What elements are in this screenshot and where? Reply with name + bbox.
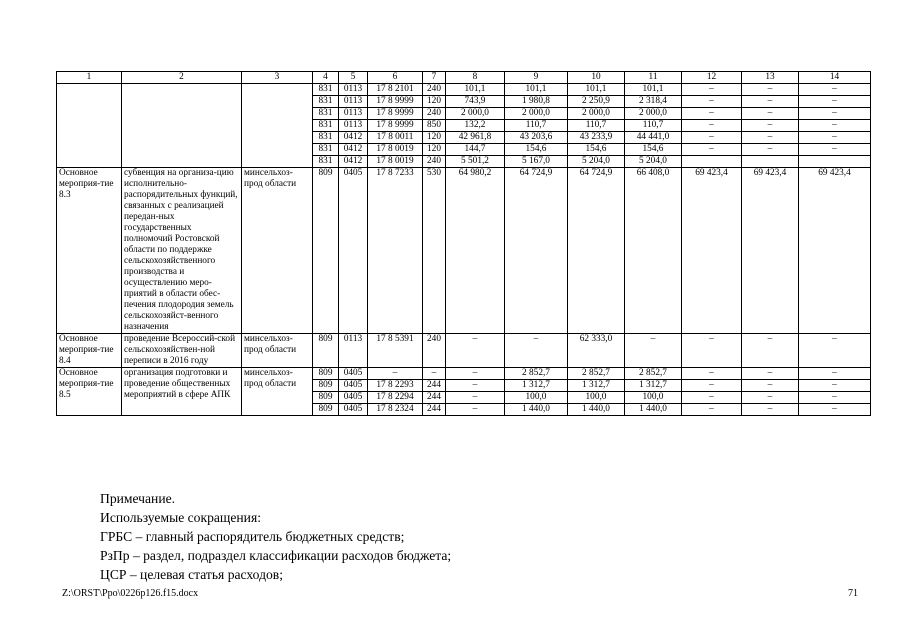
- value-cell: –: [799, 84, 871, 96]
- value-cell: 0405: [339, 380, 368, 392]
- value-cell: 0405: [339, 392, 368, 404]
- value-cell: –: [799, 120, 871, 132]
- value-cell: –: [368, 368, 423, 380]
- value-cell: 2 852,7: [625, 368, 682, 380]
- value-cell: –: [682, 404, 742, 416]
- value-cell: –: [446, 334, 505, 368]
- value-cell: 831: [313, 120, 339, 132]
- budget-table: [56, 71, 871, 416]
- value-cell: 101,1: [568, 84, 625, 96]
- value-cell: 850: [423, 120, 446, 132]
- table-row: [57, 334, 871, 368]
- value-cell: 240: [423, 108, 446, 120]
- value-cell: 17 8 2293: [368, 380, 423, 392]
- page-number: 71: [848, 588, 858, 599]
- value-cell: 17 8 0019: [368, 144, 423, 156]
- value-cell: 0113: [339, 96, 368, 108]
- value-cell: –: [625, 334, 682, 368]
- value-cell: 5 501,2: [446, 156, 505, 168]
- value-cell: 101,1: [446, 84, 505, 96]
- value-cell: –: [742, 380, 799, 392]
- value-cell: –: [742, 84, 799, 96]
- value-cell: 1 312,7: [625, 380, 682, 392]
- value-cell: [799, 156, 871, 168]
- grbs-cell-empty: [242, 84, 313, 168]
- value-cell: –: [799, 96, 871, 108]
- value-cell: 100,0: [625, 392, 682, 404]
- value-cell: 5 204,0: [625, 156, 682, 168]
- note-rzpr: РзПр – раздел, подраздел классификации расходов бюджета;: [100, 548, 452, 563]
- value-cell: 0405: [339, 168, 368, 334]
- value-cell: 831: [313, 132, 339, 144]
- value-cell: 66 408,0: [625, 168, 682, 334]
- measure-label: Основное мероприя-тие 8.5: [57, 368, 122, 416]
- note-grbs: ГРБС – главный распорядитель бюджетных средств;: [100, 529, 405, 544]
- value-cell: 17 8 0019: [368, 156, 423, 168]
- value-cell: [682, 156, 742, 168]
- value-cell: –: [682, 120, 742, 132]
- value-cell: 64 724,9: [505, 168, 568, 334]
- grbs-cell: минсельхоз-прод области: [242, 168, 313, 334]
- value-cell: 154,6: [505, 144, 568, 156]
- value-cell: –: [423, 368, 446, 380]
- value-cell: 101,1: [625, 84, 682, 96]
- column-header: 11: [625, 72, 682, 84]
- value-cell: 0412: [339, 156, 368, 168]
- value-cell: 809: [313, 392, 339, 404]
- value-cell: –: [682, 96, 742, 108]
- value-cell: –: [682, 334, 742, 368]
- value-cell: 120: [423, 144, 446, 156]
- value-cell: –: [799, 132, 871, 144]
- value-cell: 110,7: [505, 120, 568, 132]
- measure-cell-empty: [57, 84, 122, 168]
- value-cell: –: [742, 404, 799, 416]
- measure-description: субвенция на организа-цию исполнительно-распорядительных функций, связанных с реализацией передан-ных государственных полномочий Ростовской области по поддержке сельскохозяйственного производства и осуществлению меро-приятий в области обес-печения плодородия земель сельскохозяйст-венного назначения: [122, 168, 242, 334]
- value-cell: 2 000,0: [625, 108, 682, 120]
- value-cell: 2 000,0: [568, 108, 625, 120]
- value-cell: 809: [313, 380, 339, 392]
- value-cell: 244: [423, 404, 446, 416]
- value-cell: 120: [423, 96, 446, 108]
- value-cell: –: [682, 144, 742, 156]
- column-header: 8: [446, 72, 505, 84]
- measure-description: организация подготовки и проведение общественных мероприятий в сфере АПК: [122, 368, 242, 416]
- value-cell: –: [446, 380, 505, 392]
- description-cell-empty: [122, 84, 242, 168]
- value-cell: 2 000,0: [505, 108, 568, 120]
- value-cell: –: [682, 380, 742, 392]
- value-cell: 1 440,0: [568, 404, 625, 416]
- value-cell: 154,6: [625, 144, 682, 156]
- value-cell: 43 203,6: [505, 132, 568, 144]
- column-header: 1: [57, 72, 122, 84]
- value-cell: 1 980,8: [505, 96, 568, 108]
- value-cell: –: [799, 392, 871, 404]
- value-cell: –: [799, 380, 871, 392]
- value-cell: 101,1: [505, 84, 568, 96]
- value-cell: –: [742, 368, 799, 380]
- column-header: 5: [339, 72, 368, 84]
- column-header: 10: [568, 72, 625, 84]
- value-cell: 17 8 9999: [368, 96, 423, 108]
- value-cell: 0412: [339, 144, 368, 156]
- value-cell: 154,6: [568, 144, 625, 156]
- grbs-cell: минсельхоз-прод области: [242, 368, 313, 416]
- value-cell: 17 8 2324: [368, 404, 423, 416]
- value-cell: –: [682, 84, 742, 96]
- value-cell: [742, 156, 799, 168]
- value-cell: –: [742, 144, 799, 156]
- value-cell: 44 441,0: [625, 132, 682, 144]
- value-cell: 17 8 5391: [368, 334, 423, 368]
- value-cell: 809: [313, 168, 339, 334]
- value-cell: –: [742, 108, 799, 120]
- footer-file-path: Z:\ORST\Ppo\0226p126.f15.docx: [62, 588, 199, 599]
- value-cell: –: [682, 392, 742, 404]
- value-cell: 0113: [339, 120, 368, 132]
- value-cell: –: [446, 392, 505, 404]
- table-header-row: [57, 72, 871, 84]
- note-csr: ЦСР – целевая статья расходов;: [100, 567, 283, 582]
- value-cell: –: [799, 334, 871, 368]
- value-cell: 831: [313, 156, 339, 168]
- value-cell: 110,7: [625, 120, 682, 132]
- value-cell: 43 233,9: [568, 132, 625, 144]
- value-cell: 0113: [339, 108, 368, 120]
- value-cell: 244: [423, 380, 446, 392]
- column-header: 4: [313, 72, 339, 84]
- value-cell: 5 204,0: [568, 156, 625, 168]
- value-cell: 120: [423, 132, 446, 144]
- value-cell: 17 8 2294: [368, 392, 423, 404]
- value-cell: 1 312,7: [505, 380, 568, 392]
- measure-description: проведение Всероссий-ской сельскохозяйствен-ной переписи в 2016 году: [122, 334, 242, 368]
- value-cell: 17 8 9999: [368, 108, 423, 120]
- value-cell: 530: [423, 168, 446, 334]
- value-cell: –: [742, 96, 799, 108]
- value-cell: 1 440,0: [505, 404, 568, 416]
- value-cell: –: [742, 334, 799, 368]
- measure-label: Основное мероприя-тие 8.3: [57, 168, 122, 334]
- value-cell: 2 852,7: [568, 368, 625, 380]
- column-header: 12: [682, 72, 742, 84]
- value-cell: 0412: [339, 132, 368, 144]
- value-cell: 110,7: [568, 120, 625, 132]
- value-cell: 831: [313, 96, 339, 108]
- value-cell: 2 000,0: [446, 108, 505, 120]
- value-cell: 42 961,8: [446, 132, 505, 144]
- value-cell: 64 724,9: [568, 168, 625, 334]
- value-cell: 240: [423, 84, 446, 96]
- value-cell: 64 980,2: [446, 168, 505, 334]
- value-cell: 2 250,9: [568, 96, 625, 108]
- value-cell: 0405: [339, 368, 368, 380]
- value-cell: 17 8 2101: [368, 84, 423, 96]
- column-header: 7: [423, 72, 446, 84]
- column-header: 14: [799, 72, 871, 84]
- value-cell: 1 440,0: [625, 404, 682, 416]
- value-cell: 0113: [339, 334, 368, 368]
- value-cell: –: [682, 108, 742, 120]
- value-cell: 809: [313, 404, 339, 416]
- value-cell: –: [446, 404, 505, 416]
- value-cell: 2 852,7: [505, 368, 568, 380]
- value-cell: –: [799, 144, 871, 156]
- table-body: [57, 72, 871, 416]
- value-cell: –: [682, 132, 742, 144]
- value-cell: 1 312,7: [568, 380, 625, 392]
- value-cell: 2 318,4: [625, 96, 682, 108]
- table-row: [57, 368, 871, 380]
- value-cell: 132,2: [446, 120, 505, 132]
- table-row: [57, 168, 871, 334]
- column-header: 2: [122, 72, 242, 84]
- value-cell: –: [799, 404, 871, 416]
- column-header: 13: [742, 72, 799, 84]
- value-cell: 17 8 7233: [368, 168, 423, 334]
- value-cell: 100,0: [568, 392, 625, 404]
- value-cell: 240: [423, 334, 446, 368]
- value-cell: 240: [423, 156, 446, 168]
- value-cell: 0113: [339, 84, 368, 96]
- note-abbrev-heading: Используемые сокращения:: [100, 510, 261, 525]
- value-cell: 69 423,4: [742, 168, 799, 334]
- value-cell: –: [799, 368, 871, 380]
- value-cell: 743,9: [446, 96, 505, 108]
- value-cell: 62 333,0: [568, 334, 625, 368]
- value-cell: –: [799, 108, 871, 120]
- value-cell: –: [742, 132, 799, 144]
- value-cell: 17 8 9999: [368, 120, 423, 132]
- table-row: [57, 84, 871, 96]
- value-cell: –: [682, 368, 742, 380]
- value-cell: –: [446, 368, 505, 380]
- value-cell: 831: [313, 84, 339, 96]
- column-header: 3: [242, 72, 313, 84]
- value-cell: 69 423,4: [682, 168, 742, 334]
- measure-label: Основное мероприя-тие 8.4: [57, 334, 122, 368]
- value-cell: 0405: [339, 404, 368, 416]
- value-cell: 17 8 0011: [368, 132, 423, 144]
- value-cell: 144,7: [446, 144, 505, 156]
- value-cell: 831: [313, 108, 339, 120]
- column-header: 9: [505, 72, 568, 84]
- value-cell: –: [742, 392, 799, 404]
- value-cell: 100,0: [505, 392, 568, 404]
- notes-block: [100, 489, 451, 584]
- value-cell: 809: [313, 368, 339, 380]
- value-cell: 809: [313, 334, 339, 368]
- value-cell: 244: [423, 392, 446, 404]
- value-cell: 5 167,0: [505, 156, 568, 168]
- value-cell: –: [742, 120, 799, 132]
- value-cell: –: [505, 334, 568, 368]
- value-cell: 69 423,4: [799, 168, 871, 334]
- note-heading: Примечание.: [100, 491, 176, 506]
- value-cell: 831: [313, 144, 339, 156]
- grbs-cell: минсельхоз-прод области: [242, 334, 313, 368]
- column-header: 6: [368, 72, 423, 84]
